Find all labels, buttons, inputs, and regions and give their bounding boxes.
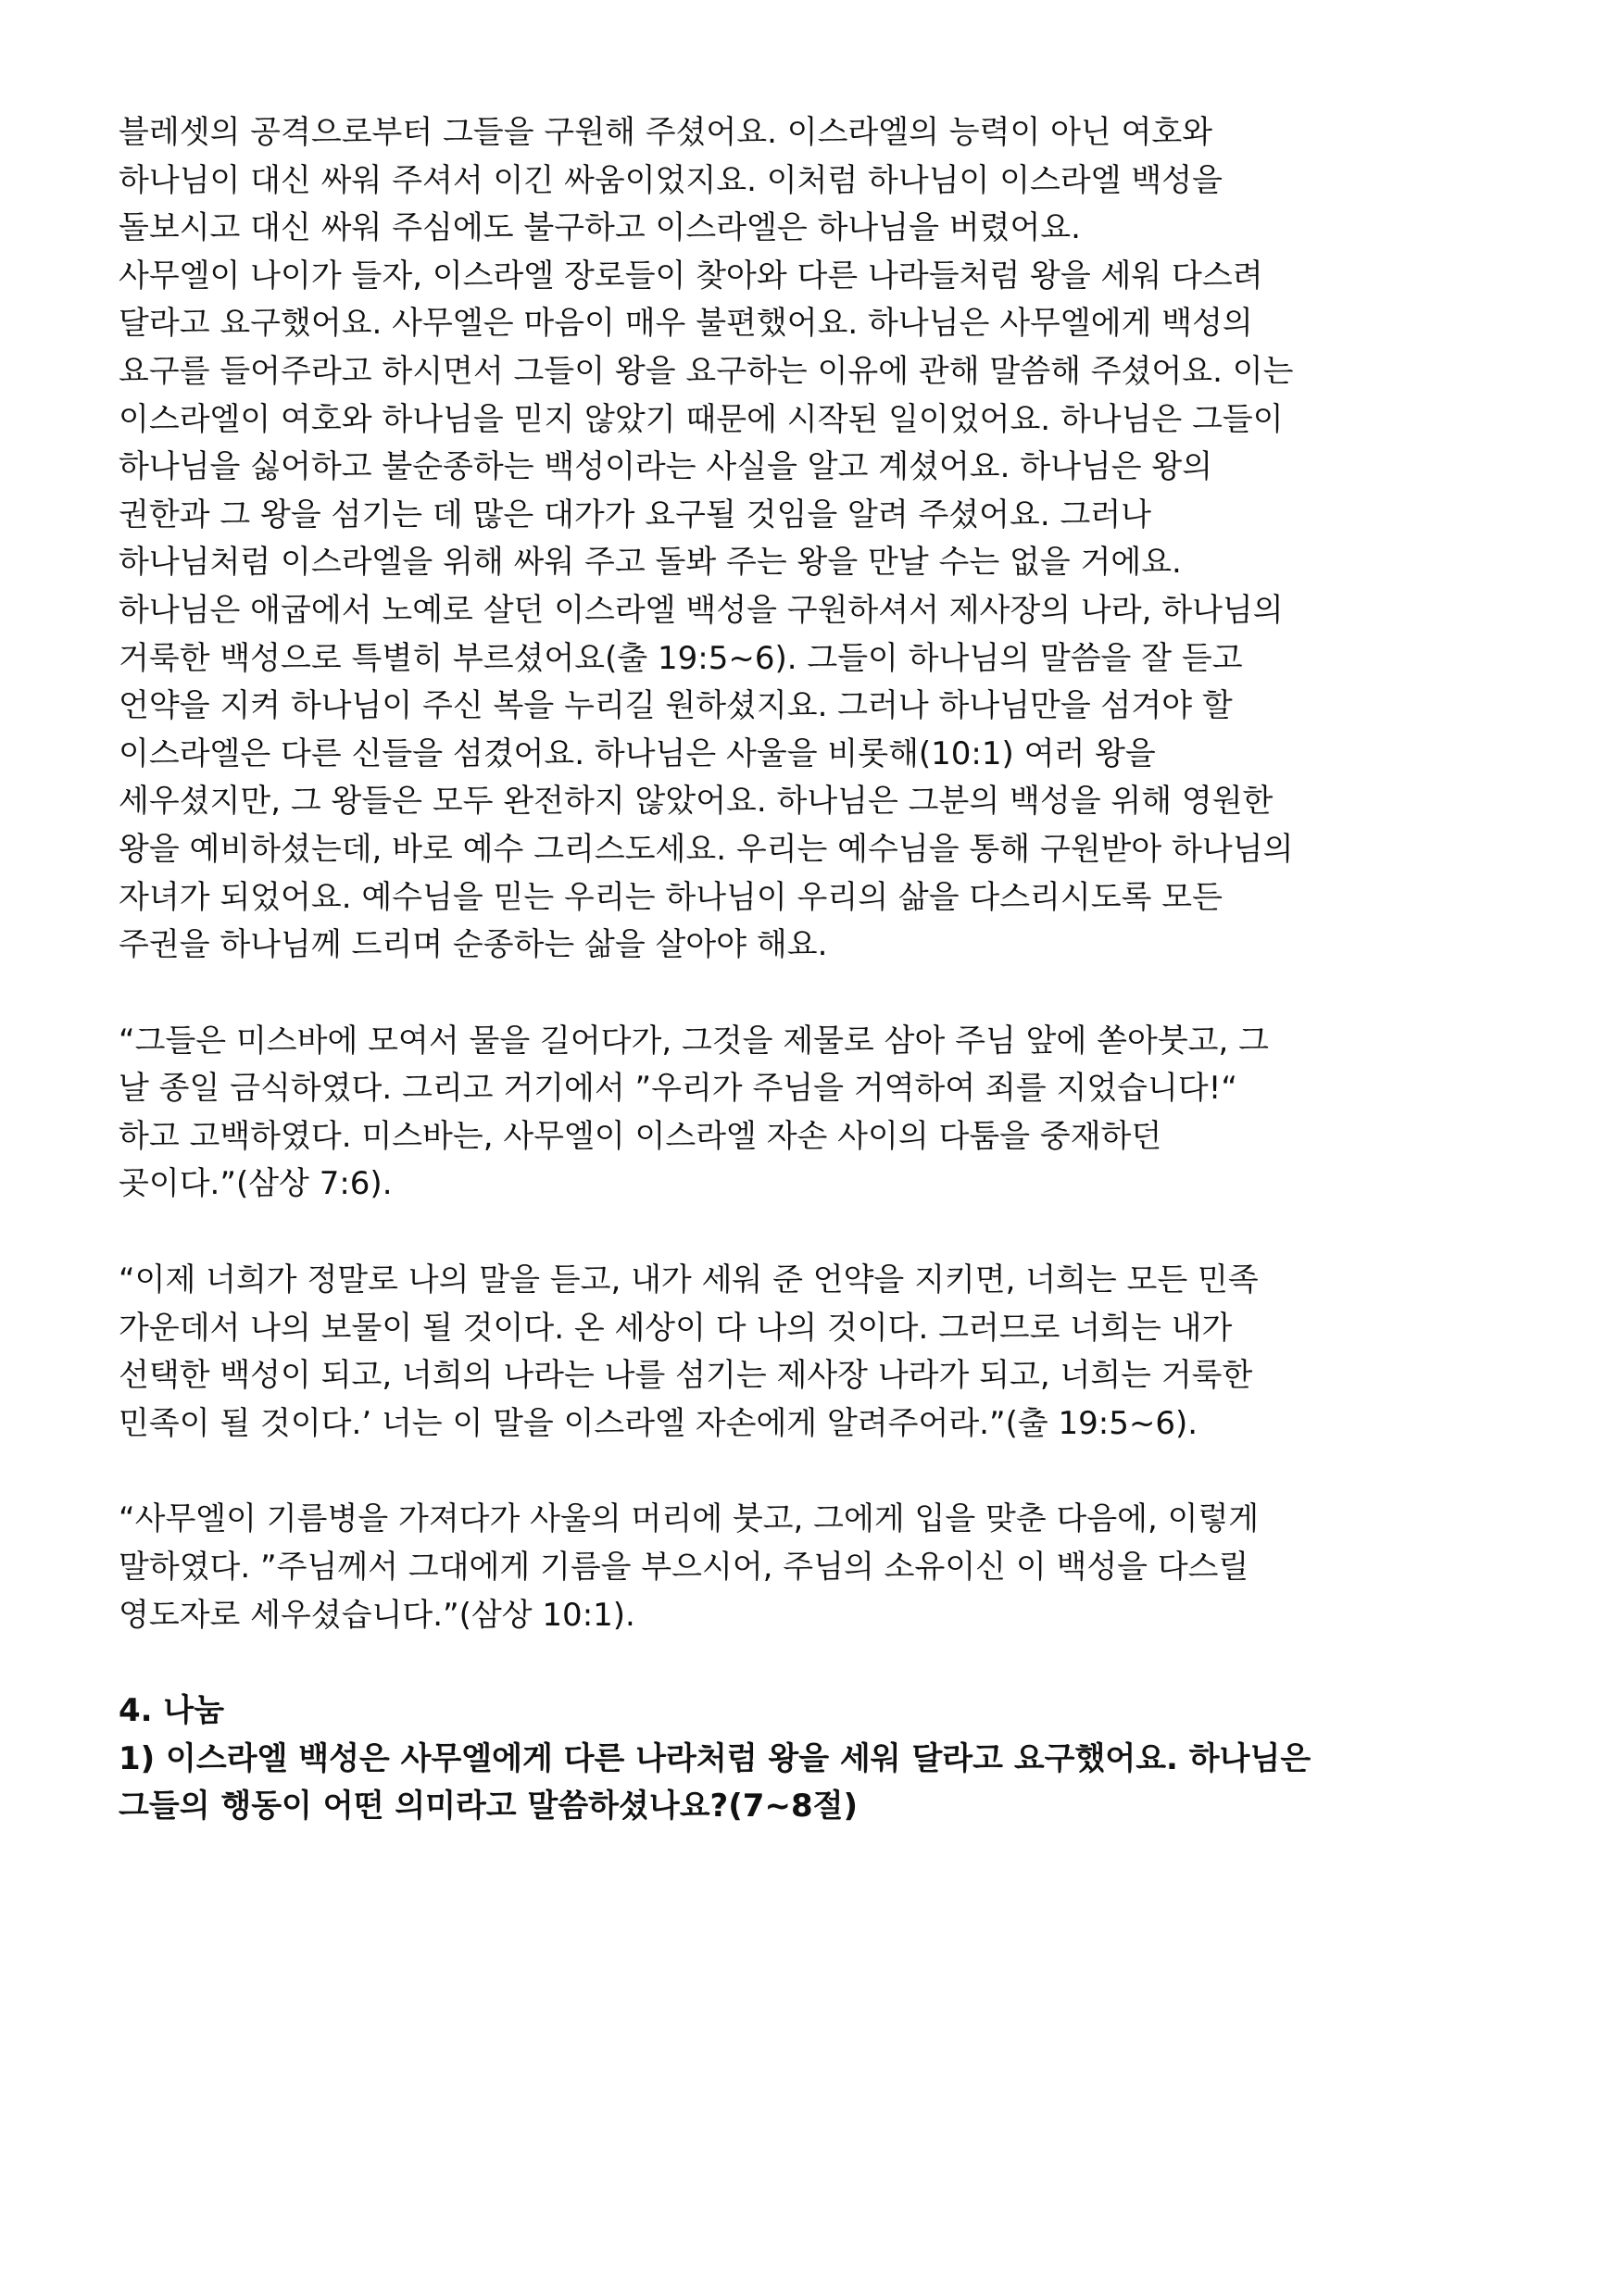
quote-line: “이제 너희가 정말로 나의 말을 듣고, 내가 세워 준 언약을 지키면, 너희는 모든 민족: [119, 1261, 1259, 1299]
text-line: 왕을 예비하셨는데, 바로 예수 그리스도세요. 우리는 예수님을 통해 구원받아 하나님의: [119, 830, 1294, 868]
quote-line: 하고 고백하였다. 미스바는, 사무엘이 이스라엘 자손 사이의 다툼을 중재하던: [119, 1117, 1162, 1155]
paragraph-gap: [119, 970, 1526, 1018]
text-line: 달라고 요구했어요. 사무엘은 마음이 매우 불편했어요. 하나님은 사무엘에게 백성의: [119, 305, 1253, 343]
quote-line: 영도자로 세우셨습니다.”(삼상 10:1).: [119, 1596, 635, 1634]
text-line: 하나님처럼 이스라엘을 위해 싸워 주고 돌봐 주는 왕을 만날 수는 없을 거에요.: [119, 544, 1182, 582]
text-line: 사무엘이 나이가 들자, 이스라엘 장로들이 찾아와 다른 나라들처럼 왕을 세워 다스려: [119, 257, 1263, 295]
text-line: 하나님을 싫어하고 불순종하는 백성이라는 사실을 알고 계셨어요. 하나님은 왕의: [119, 448, 1213, 486]
text-line: 거룩한 백성으로 특별히 부르셨어요(출 19:5~6). 그들이 하나님의 말씀을 잘 듣고: [119, 639, 1243, 677]
quote-line: 가운데서 나의 보물이 될 것이다. 온 세상이 다 나의 것이다. 그러므로 너희는 내가: [119, 1309, 1233, 1347]
quote-line: “사무엘이 기름병을 가져다가 사울의 머리에 붓고, 그에게 입을 맞춘 다음에, 이렇게: [119, 1500, 1260, 1538]
quote-line: 곳이다.”(삼상 7:6).: [119, 1165, 393, 1203]
quote-line: 민족이 될 것이다.’ 너는 이 말을 이스라엘 자손에게 알려주어라.”(출 19:5~6).: [119, 1404, 1198, 1442]
text-line: 하나님이 대신 싸워 주셔서 이긴 싸움이었지요. 이처럼 하나님이 이스라엘 백성을: [119, 161, 1223, 199]
question-line: 1) 이스라엘 백성은 사무엘에게 다른 나라처럼 왕을 세워 달라고 요구했어요. 하나님은: [119, 1739, 1311, 1777]
quote-line: 날 종일 금식하였다. 그리고 거기에서 ”우리가 주님을 거역하여 죄를 지었습니다!“: [119, 1070, 1237, 1108]
discussion-question-1: [119, 1736, 1526, 1831]
scripture-quote-2: [119, 1257, 1526, 1448]
body-paragraph: [119, 109, 1526, 970]
text-line: 권한과 그 왕을 섬기는 데 많은 대가가 요구될 것임을 알려 주셨어요. 그러나: [119, 496, 1152, 533]
text-line: 주권을 하나님께 드리며 순종하는 삶을 살아야 해요.: [119, 926, 828, 964]
text-line: 자녀가 되었어요. 예수님을 믿는 우리는 하나님이 우리의 삶을 다스리시도록 모든: [119, 878, 1223, 916]
question-line: 그들의 행동이 어떤 의미라고 말씀하셨나요?(7~8절): [119, 1788, 858, 1826]
scripture-quote-1: [119, 1018, 1526, 1209]
text-line: 요구를 들어주라고 하시면서 그들이 왕을 요구하는 이유에 관해 말씀해 주셨어요. 이는: [119, 352, 1294, 390]
text-line: 블레셋의 공격으로부터 그들을 구원해 주셨어요. 이스라엘의 능력이 아닌 여호와: [119, 114, 1213, 151]
section-heading: 4. 나눔: [119, 1692, 225, 1730]
text-line: 하나님은 애굽에서 노예로 살던 이스라엘 백성을 구원하셔서 제사장의 나라, 하나님의: [119, 591, 1284, 629]
document-page: [119, 109, 1526, 1831]
quote-line: 말하였다. ”주님께서 그대에게 기름을 부으시어, 주님의 소유이신 이 백성을 다스릴: [119, 1549, 1249, 1587]
text-line: 이스라엘은 다른 신들을 섬겼어요. 하나님은 사울을 비롯해(10:1) 여러 왕을: [119, 734, 1156, 772]
scripture-quote-3: [119, 1496, 1526, 1639]
text-line: 돌보시고 대신 싸워 주심에도 불구하고 이스라엘은 하나님을 버렸어요.: [119, 209, 1081, 247]
paragraph-gap: [119, 1209, 1526, 1257]
paragraph-gap: [119, 1448, 1526, 1496]
quote-line: “그들은 미스바에 모여서 물을 길어다가, 그것을 제물로 삼아 주님 앞에 쏟아붓고, 그: [119, 1022, 1269, 1060]
quote-line: 선택한 백성이 되고, 너희의 나라는 나를 섬기는 제사장 나라가 되고, 너희는 거룩한: [119, 1357, 1253, 1395]
text-line: 언약을 지켜 하나님이 주신 복을 누리길 원하셨지요. 그러나 하나님만을 섬겨야 할: [119, 687, 1233, 725]
text-line: 이스라엘이 여호와 하나님을 믿지 않았기 때문에 시작된 일이었어요. 하나님은 그들이: [119, 400, 1284, 438]
paragraph-gap: [119, 1639, 1526, 1687]
text-line: 세우셨지만, 그 왕들은 모두 완전하지 않았어요. 하나님은 그분의 백성을 위해 영원한: [119, 783, 1274, 821]
